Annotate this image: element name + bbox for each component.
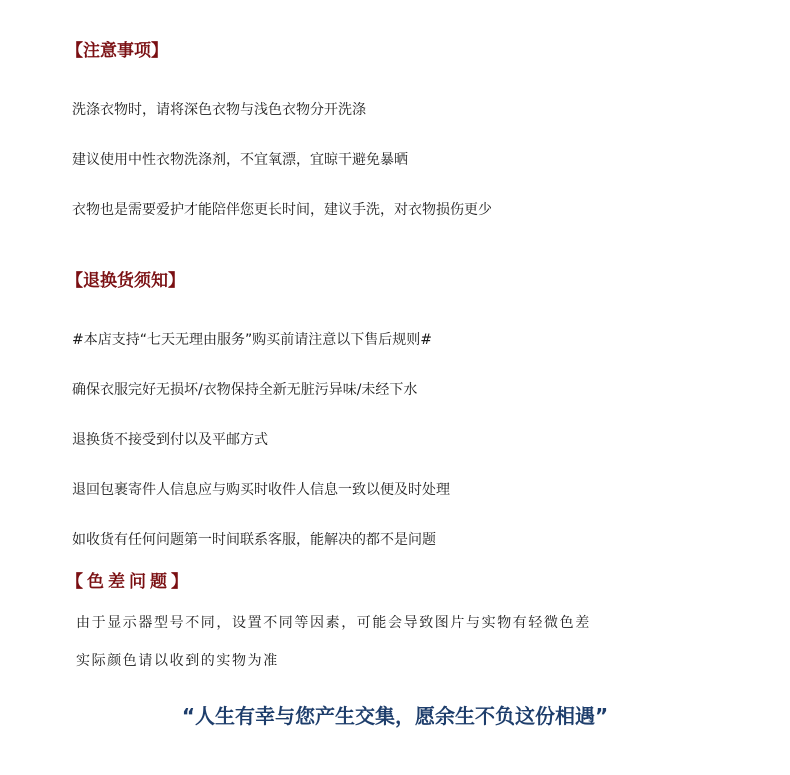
color-diff-line: 由于显示器型号不同，设置不同等因素，可能会导致图片与实物有轻微色差	[76, 615, 591, 631]
returns-line: 退换货不接受到付以及平邮方式	[72, 432, 268, 448]
care-line: 洗涤衣物时，请将深色衣物与浅色衣物分开洗涤	[72, 102, 366, 118]
care-line: 衣物也是需要爱护才能陪伴您更长时间，建议手洗，对衣物损伤更少	[72, 202, 492, 218]
returns-heading: 【退换货须知】	[66, 271, 185, 291]
color-diff-heading: 【色差问题】	[66, 572, 192, 592]
returns-line: 退回包裹寄件人信息应与购买时收件人信息一致以便及时处理	[72, 482, 450, 498]
returns-line: #本店支持“七天无理由服务”购买前请注意以下售后规则#	[72, 332, 432, 348]
care-line: 建议使用中性衣物洗涤剂，不宜氧漂，宜晾干避免暴晒	[72, 152, 408, 168]
color-diff-line: 实际颜色请以收到的实物为准	[76, 653, 279, 669]
returns-line: 如收货有任何问题第一时间联系客服，能解决的都不是问题	[72, 532, 436, 548]
slogan: “人生有幸与您产生交集，愿余生不负这份相遇”	[181, 704, 609, 728]
returns-line: 确保衣服完好无损坏/衣物保持全新无脏污异味/未经下水	[72, 382, 418, 398]
care-heading: 【注意事项】	[66, 41, 168, 61]
